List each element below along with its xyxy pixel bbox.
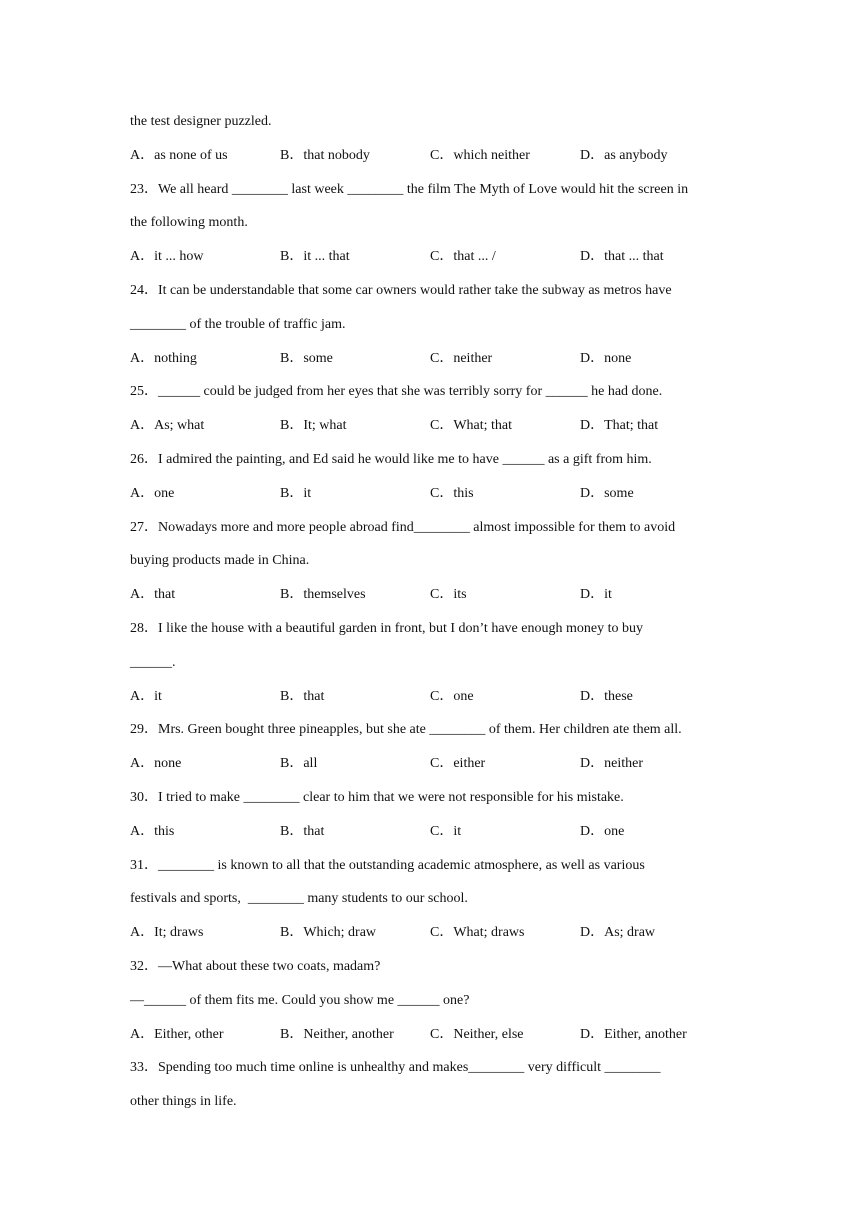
- options-row: [130, 139, 740, 173]
- question-30-line-1: 30．I tried to make ________ clear to him that we were not responsible for his mistake.: [130, 789, 624, 805]
- option-b: B．It; what: [280, 418, 347, 434]
- question-33-line-1: 33．Spending too much time online is unhealthy and makes________ very difficult ________: [130, 1060, 661, 1076]
- lead-in-text: the test designer puzzled.: [130, 114, 272, 129]
- option-d: D．That; that: [580, 418, 659, 434]
- option-c: C．What; draws: [430, 925, 525, 941]
- question-24-line-1: 24．It can be understandable that some car owners would rather take the subway as metros have: [130, 282, 672, 298]
- question-31-line-1: 31．________ is known to all that the outstanding academic atmosphere, as well as various: [130, 857, 645, 873]
- question-32-line-2: —______ of them fits me. Could you show me ______ one?: [130, 992, 470, 1008]
- option-c: C．either: [430, 756, 486, 772]
- options-row: [130, 680, 740, 714]
- option-d: D．that ... that: [580, 249, 664, 265]
- question-27-line-2: buying products made in China.: [130, 553, 310, 569]
- options-row: [130, 409, 740, 443]
- options-row: [130, 240, 740, 274]
- option-b: B．Which; draw: [280, 925, 377, 941]
- option-b: B．that: [280, 688, 325, 704]
- option-b: B．it ... that: [280, 249, 350, 265]
- option-d: D．these: [580, 688, 633, 704]
- option-b: B．some: [280, 350, 333, 366]
- option-d: D．neither: [580, 756, 643, 772]
- options-row: [130, 1018, 740, 1052]
- option-c: C．one: [430, 688, 474, 704]
- option-d: D．Either, another: [580, 1026, 687, 1042]
- option-c: C．this: [430, 485, 474, 501]
- question-27-line-1: 27．Nowadays more and more people abroad find________ almost impossible for them to avoid: [130, 519, 676, 535]
- question-23-line-1: 23．We all heard ________ last week ________ the film The Myth of Love would hit the screen in: [130, 181, 689, 197]
- option-c: C．neither: [430, 350, 493, 366]
- option-b: B．all: [280, 756, 318, 772]
- question-28-line-1: 28．I like the house with a beautiful garden in front, but I don’t have enough money to buy: [130, 620, 643, 636]
- question-33-line-2: other things in life.: [130, 1094, 237, 1110]
- question-23-line-2: the following month.: [130, 215, 248, 231]
- option-a: A．it: [130, 688, 162, 704]
- question-32-line-1: 32．—What about these two coats, madam?: [130, 958, 381, 974]
- option-b: B．Neither, another: [280, 1026, 394, 1042]
- option-d: D．some: [580, 485, 634, 501]
- option-c: C．it: [430, 823, 462, 839]
- options-row: [130, 815, 740, 849]
- option-d: D．none: [580, 350, 632, 366]
- option-a: A．one: [130, 485, 175, 501]
- option-d: D．As; draw: [580, 925, 656, 941]
- option-a: A．nothing: [130, 350, 197, 366]
- question-26-line-1: 26．I admired the painting, and Ed said he would like me to have ______ as a gift from him.: [130, 451, 652, 467]
- option-a: A．it ... how: [130, 249, 204, 265]
- question-29-line-1: 29．Mrs. Green bought three pineapples, but she ate ________ of them. Her children ate them all.: [130, 722, 682, 738]
- options-row: [130, 342, 740, 376]
- option-b: B．it: [280, 485, 312, 501]
- option-a: A．As; what: [130, 418, 205, 434]
- option-a: A．that: [130, 587, 176, 603]
- option-d: D．as anybody: [580, 147, 668, 163]
- options-row: [130, 477, 740, 511]
- question-28-line-2: ______.: [130, 654, 176, 670]
- options-row: [130, 578, 740, 612]
- options-row: [130, 916, 740, 950]
- option-a: A．none: [130, 756, 182, 772]
- option-b: B．themselves: [280, 587, 366, 603]
- option-a: A．Either, other: [130, 1026, 224, 1042]
- question-list: [130, 105, 740, 1119]
- option-d: D．one: [580, 823, 625, 839]
- option-d: D．it: [580, 587, 612, 603]
- option-c: C．which neither: [430, 147, 530, 163]
- option-c: C．its: [430, 587, 467, 603]
- options-row: [130, 747, 740, 781]
- option-a: A．It; draws: [130, 925, 204, 941]
- option-b: B．that nobody: [280, 147, 370, 163]
- option-a: A．this: [130, 823, 175, 839]
- option-c: C．that ... /: [430, 249, 496, 265]
- option-c: C．What; that: [430, 418, 513, 434]
- option-a: A．as none of us: [130, 147, 228, 163]
- option-b: B．that: [280, 823, 325, 839]
- question-24-line-2: ________ of the trouble of traffic jam.: [130, 316, 346, 332]
- option-c: C．Neither, else: [430, 1026, 524, 1042]
- question-31-line-2: festivals and sports, ________ many students to our school.: [130, 891, 468, 907]
- question-25-line-1: 25．______ could be judged from her eyes that she was terribly sorry for ______ he had done.: [130, 384, 663, 400]
